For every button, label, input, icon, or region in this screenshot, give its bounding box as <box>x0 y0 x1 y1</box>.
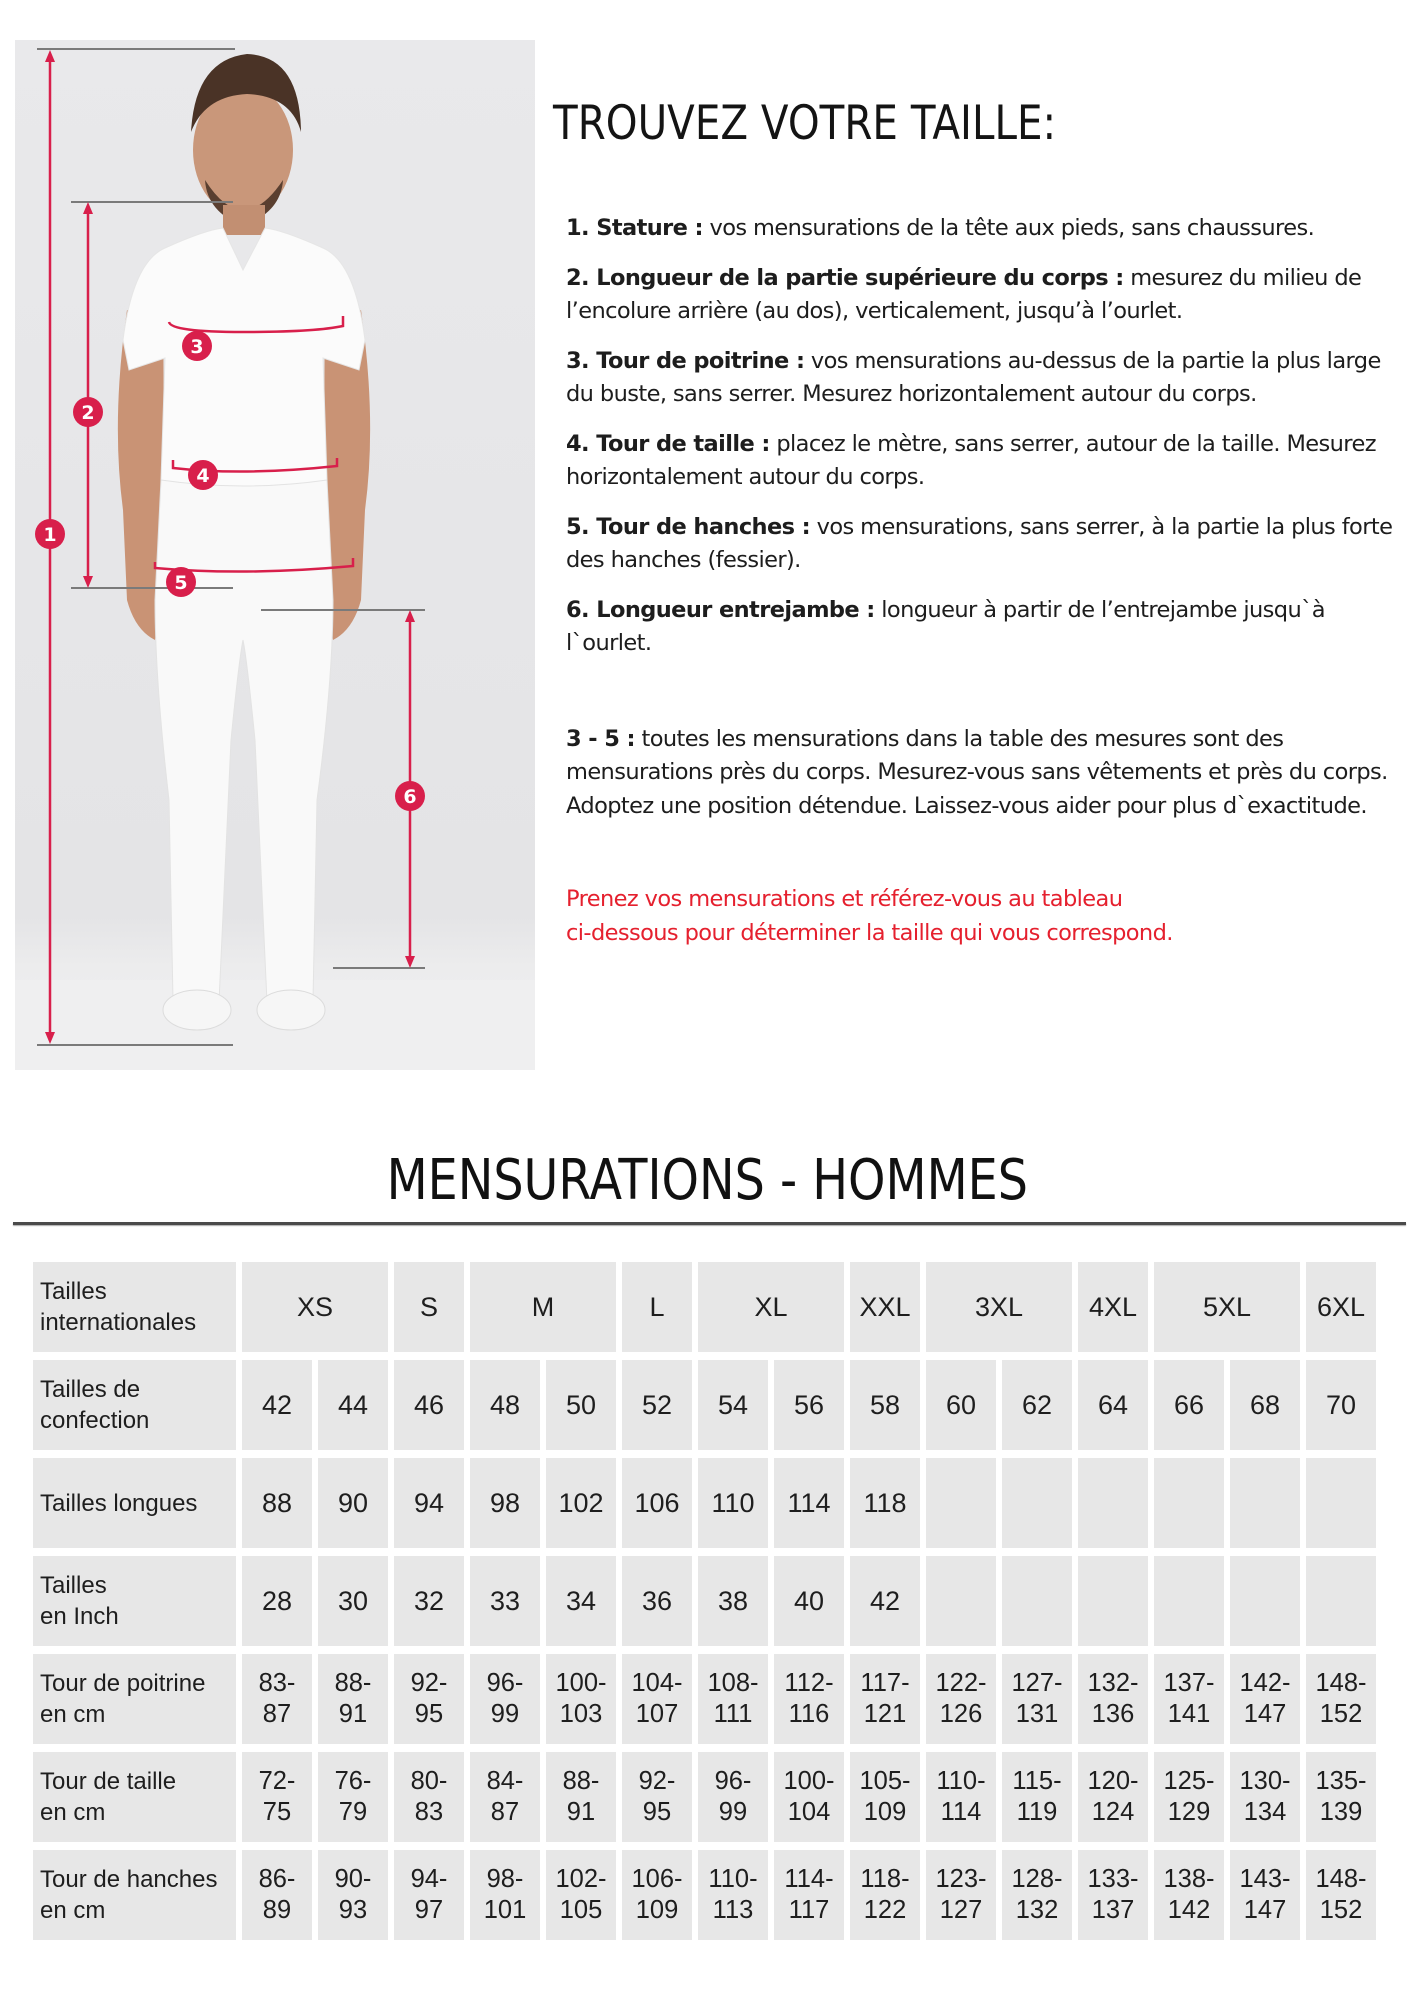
table-cell: 42 <box>850 1556 920 1646</box>
table-cell: 148- 152 <box>1306 1850 1376 1940</box>
row-label: Tour de poitrine en cm <box>33 1654 236 1744</box>
cta-line-1: Prenez vos mensurations et référez-vous au tableau <box>566 886 1123 912</box>
marker-4 <box>188 460 218 490</box>
table-cell: 112- 116 <box>774 1654 844 1744</box>
table-cell: 84- 87 <box>470 1752 540 1842</box>
table-cell: 92- 95 <box>622 1752 692 1842</box>
table-cell: 106 <box>622 1458 692 1548</box>
table-cell: 115- 119 <box>1002 1752 1072 1842</box>
table-cell: 130- 134 <box>1230 1752 1300 1842</box>
table-cell: 44 <box>318 1360 388 1450</box>
size-header-3xl: 3XL <box>926 1262 1072 1352</box>
guide-note-text: toutes les mensurations dans la table des mesures sont des mensurations près du corps. Mesurez-vous sans vêtements et près du corps. Adoptez une position détendue. Laissez-vous aider pour plus d`exactitude. <box>566 725 1388 819</box>
table-cell: 58 <box>850 1360 920 1450</box>
guide-item-inseam <box>566 594 1396 661</box>
table-cell: 66 <box>1154 1360 1224 1450</box>
size-header-5xl: 5XL <box>1154 1262 1300 1352</box>
guide-item-text: vos mensurations au-dessus de la partie la plus large du buste, sans serrer. Mesurez horizontalement autour du corps. <box>566 347 1381 407</box>
svg-text:4: 4 <box>196 465 210 487</box>
right-shoe <box>257 990 325 1030</box>
table-cell: 50 <box>546 1360 616 1450</box>
table-cell: 72- 75 <box>242 1752 312 1842</box>
table-cell <box>1230 1556 1300 1646</box>
size-header-m: M <box>470 1262 616 1352</box>
guide-item-term: 1. Stature : <box>566 215 703 241</box>
table-cell <box>1306 1458 1376 1548</box>
guide-item-term: 5. Tour de hanches : <box>566 513 811 540</box>
measurement-guide <box>566 212 1396 966</box>
size-header-xxl: XXL <box>850 1262 920 1352</box>
size-header-xl: XL <box>698 1262 844 1352</box>
size-table-title-text: MENSURATIONS - HOMMES <box>386 1148 1028 1213</box>
marker-3 <box>182 331 212 361</box>
table-cell: 70 <box>1306 1360 1376 1450</box>
guide-note <box>566 723 1396 824</box>
table-cell: 114- 117 <box>774 1850 844 1940</box>
table-cell: 76- 79 <box>318 1752 388 1842</box>
table-cell: 30 <box>318 1556 388 1646</box>
table-cell: 106- 109 <box>622 1850 692 1940</box>
row-label: Tour de hanches en cm <box>33 1850 236 1940</box>
guide-item-waist <box>566 428 1396 495</box>
table-cell <box>1078 1458 1148 1548</box>
table-cell: 108- 111 <box>698 1654 768 1744</box>
table-cell: 68 <box>1230 1360 1300 1450</box>
guide-item-text: vos mensurations, sans serrer, à la partie la plus forte des hanches (fessier). <box>566 513 1393 573</box>
table-cell <box>1002 1458 1072 1548</box>
table-cell: 117- 121 <box>850 1654 920 1744</box>
table-cell: 83- 87 <box>242 1654 312 1744</box>
table-cell: 132- 136 <box>1078 1654 1148 1744</box>
table-cell <box>1306 1556 1376 1646</box>
guide-call-to-action <box>566 883 1396 950</box>
table-cell: 142- 147 <box>1230 1654 1300 1744</box>
table-cell: 110 <box>698 1458 768 1548</box>
row-label: Tour de taille en cm <box>33 1752 236 1842</box>
table-cell: 94 <box>394 1458 464 1548</box>
svg-text:6: 6 <box>403 786 417 808</box>
table-cell: 34 <box>546 1556 616 1646</box>
left-shoe <box>163 990 231 1030</box>
table-cell: 88- 91 <box>318 1654 388 1744</box>
table-cell <box>926 1458 996 1548</box>
table-cell: 118- 122 <box>850 1850 920 1940</box>
table-cell: 143- 147 <box>1230 1850 1300 1940</box>
cta-line-2: ci-dessous pour déterminer la taille qui vous correspond. <box>566 919 1173 946</box>
table-cell: 148- 152 <box>1306 1654 1376 1744</box>
size-table-title <box>0 1148 1414 1213</box>
guide-item-stature <box>566 212 1396 246</box>
table-cell: 38 <box>698 1556 768 1646</box>
table-cell: 36 <box>622 1556 692 1646</box>
table-cell: 96- 99 <box>698 1752 768 1842</box>
table-cell: 118 <box>850 1458 920 1548</box>
table-cell: 137- 141 <box>1154 1654 1224 1744</box>
neck <box>223 205 265 235</box>
svg-text:1: 1 <box>43 524 57 546</box>
section-divider <box>13 1222 1406 1225</box>
body-figure <box>15 40 535 1070</box>
table-cell: 110- 114 <box>926 1752 996 1842</box>
marker-1 <box>35 519 65 549</box>
table-cell: 138- 142 <box>1154 1850 1224 1940</box>
table-cell: 86- 89 <box>242 1850 312 1940</box>
table-cell: 88 <box>242 1458 312 1548</box>
guide-item-term: 3. Tour de poitrine : <box>566 347 805 374</box>
svg-text:5: 5 <box>174 572 188 594</box>
guide-item-text: mesurez du milieu de l’encolure arrière (au dos), verticalement, jusqu’à l’ourlet. <box>566 264 1362 324</box>
table-cell: 125- 129 <box>1154 1752 1224 1842</box>
row-label: Tailles de confection <box>33 1360 236 1450</box>
guide-item-term: 2. Longueur de la partie supérieure du corps : <box>566 264 1124 291</box>
table-cell: 114 <box>774 1458 844 1548</box>
marker-2 <box>73 397 103 427</box>
table-cell: 123- 127 <box>926 1850 996 1940</box>
table-cell: 54 <box>698 1360 768 1450</box>
size-header-s: S <box>394 1262 464 1352</box>
table-cell: 90 <box>318 1458 388 1548</box>
table-cell: 88- 91 <box>546 1752 616 1842</box>
guide-item-text: placez le mètre, sans serrer, autour de la taille. Mesurez horizontalement autour du corps. <box>566 430 1376 490</box>
table-cell: 32 <box>394 1556 464 1646</box>
guide-item-term: 6. Longueur entrejambe : <box>566 596 875 623</box>
table-cell <box>1078 1556 1148 1646</box>
table-cell <box>1002 1556 1072 1646</box>
table-cell: 48 <box>470 1360 540 1450</box>
table-cell: 28 <box>242 1556 312 1646</box>
table-cell: 122- 126 <box>926 1654 996 1744</box>
row-label: Tailles longues <box>33 1458 236 1548</box>
guide-note-term: 3 - 5 : <box>566 725 635 752</box>
svg-text:2: 2 <box>81 402 95 424</box>
guide-item-text: vos mensurations de la tête aux pieds, sans chaussures. <box>702 215 1315 241</box>
table-cell: 62 <box>1002 1360 1072 1450</box>
table-cell: 90- 93 <box>318 1850 388 1940</box>
trousers <box>155 480 333 1002</box>
table-cell: 60 <box>926 1360 996 1450</box>
table-cell: 64 <box>1078 1360 1148 1450</box>
table-cell: 92- 95 <box>394 1654 464 1744</box>
table-cell: 102- 105 <box>546 1850 616 1940</box>
size-header-l: L <box>622 1262 692 1352</box>
guide-item-term: 4. Tour de taille : <box>566 430 770 457</box>
table-cell: 94- 97 <box>394 1850 464 1940</box>
row-label: Tailles en Inch <box>33 1556 236 1646</box>
table-cell: 40 <box>774 1556 844 1646</box>
table-cell: 128- 132 <box>1002 1850 1072 1940</box>
table-cell: 135- 139 <box>1306 1752 1376 1842</box>
table-cell: 98 <box>470 1458 540 1548</box>
table-cell: 98- 101 <box>470 1850 540 1940</box>
guide-item-hips <box>566 511 1396 578</box>
marker-6 <box>395 781 425 811</box>
table-cell: 80- 83 <box>394 1752 464 1842</box>
table-cell: 120- 124 <box>1078 1752 1148 1842</box>
marker-5 <box>166 567 196 597</box>
table-cell: 133- 137 <box>1078 1850 1148 1940</box>
guide-item-chest <box>566 345 1396 412</box>
table-cell <box>1154 1458 1224 1548</box>
table-cell: 56 <box>774 1360 844 1450</box>
size-header-6xl: 6XL <box>1306 1262 1376 1352</box>
table-cell: 100- 103 <box>546 1654 616 1744</box>
measurement-illustration <box>15 40 535 1070</box>
table-cell: 102 <box>546 1458 616 1548</box>
table-cell: 46 <box>394 1360 464 1450</box>
table-cell: 42 <box>242 1360 312 1450</box>
table-cell: 33 <box>470 1556 540 1646</box>
size-header-xs: XS <box>242 1262 388 1352</box>
table-cell <box>1154 1556 1224 1646</box>
guide-item-upper-body <box>566 262 1396 329</box>
svg-text:3: 3 <box>190 336 204 358</box>
table-cell: 100- 104 <box>774 1752 844 1842</box>
guide-item-text: longueur à partir de l’entrejambe jusqu`à l`ourlet. <box>566 596 1325 656</box>
table-cell: 104- 107 <box>622 1654 692 1744</box>
row-label: Tailles internationales <box>33 1262 236 1352</box>
guide-title: TROUVEZ VOTRE TAILLE: <box>553 96 1057 151</box>
table-cell <box>926 1556 996 1646</box>
table-cell: 127- 131 <box>1002 1654 1072 1744</box>
table-cell: 52 <box>622 1360 692 1450</box>
size-header-4xl: 4XL <box>1078 1262 1148 1352</box>
table-cell: 110- 113 <box>698 1850 768 1940</box>
table-cell: 105- 109 <box>850 1752 920 1842</box>
table-cell <box>1230 1458 1300 1548</box>
table-cell: 96- 99 <box>470 1654 540 1744</box>
